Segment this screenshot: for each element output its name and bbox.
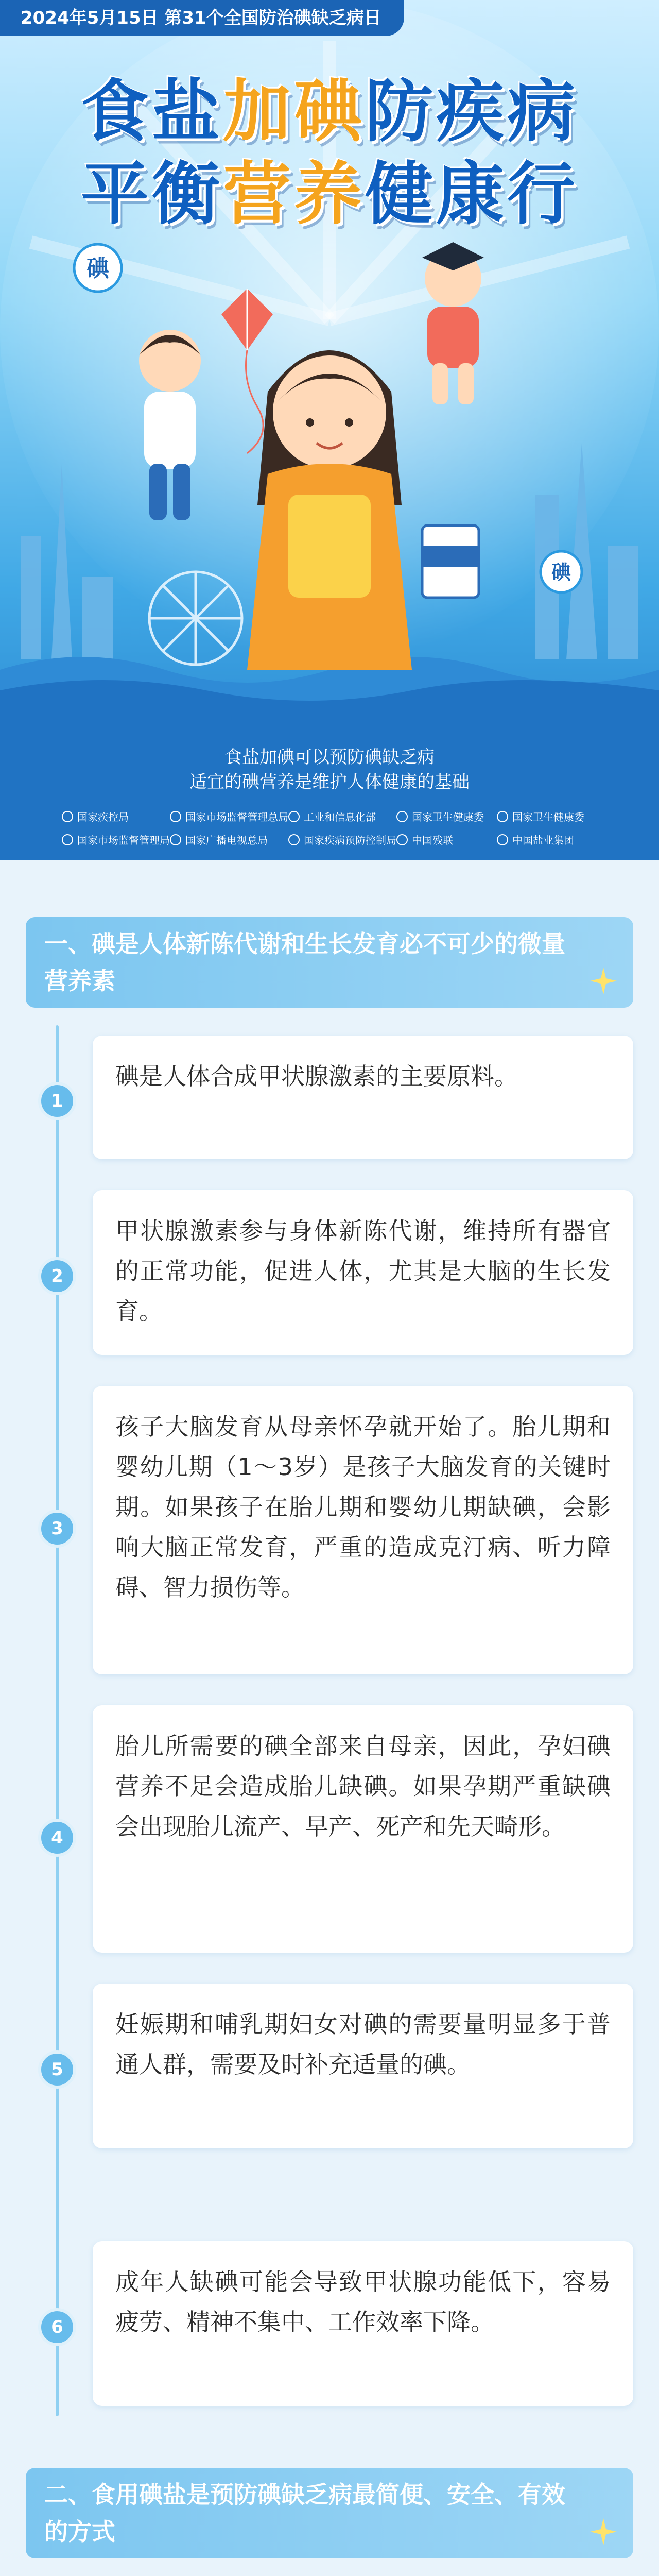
org-name: 国家卫生健康委 xyxy=(412,811,484,823)
org-logo xyxy=(497,832,597,847)
org-name: 国家市场监督管理局 xyxy=(77,834,170,846)
item-text: 孩子大脑发育从母亲怀孕就开始了。胎儿期和婴幼儿期（1～3岁）是孩子大脑发育的关键时期。如果孩子在胎儿期和婴幼儿期缺碘，会影响大脑正常发育，严重的造成克汀病、听力障碍、智力损伤等。 xyxy=(93,1386,633,1674)
item-text: 胎儿所需要的碘全部来自母亲，因此，孕妇碘营养不足会造成胎儿缺碘。如果孕期严重缺碘会出现胎儿流产、早产、死产和先天畸形。 xyxy=(93,1705,633,1953)
item-text: 甲状腺激素参与身体新陈代谢，维持所有器官的正常功能，促进人体，尤其是大脑的生长发育。 xyxy=(93,1190,633,1355)
org-name: 国家疾病预防控制局 xyxy=(304,834,396,846)
org-logo xyxy=(170,832,288,847)
headline-2a: 平衡 xyxy=(81,154,223,234)
org-logo xyxy=(62,832,170,847)
org-emblem-icon xyxy=(396,834,408,845)
org-name: 中国残联 xyxy=(412,834,453,846)
item-number-badge: 1 xyxy=(38,1082,76,1120)
mother-figure xyxy=(247,350,412,670)
section-header-1 xyxy=(26,917,633,1008)
org-logo xyxy=(396,832,497,847)
campaign-poster xyxy=(0,0,659,860)
org-name: 中国盐业集团 xyxy=(512,834,574,846)
sparkle-icon xyxy=(588,2516,619,2547)
org-emblem-icon xyxy=(62,834,73,845)
org-name: 工业和信息化部 xyxy=(304,811,376,823)
timeline-line xyxy=(56,1025,59,2416)
org-name: 国家疾控局 xyxy=(77,811,129,823)
headline-2b: 营养 xyxy=(223,154,365,234)
org-emblem-icon xyxy=(497,834,508,845)
org-name: 国家卫生健康委 xyxy=(512,811,584,823)
org-logo xyxy=(497,809,597,824)
poster-caption-1: 食盐加碘可以预防碘缺乏病 xyxy=(224,747,435,768)
item-text: 碘是人体合成甲状腺激素的主要原料。 xyxy=(93,1036,633,1159)
org-emblem-icon xyxy=(497,811,508,822)
sparkle-icon xyxy=(588,965,619,996)
org-logo xyxy=(288,832,396,847)
item-number-badge: 2 xyxy=(38,1257,76,1295)
item-number-badge: 5 xyxy=(38,2050,76,2089)
family-illustration xyxy=(0,0,659,860)
org-logo xyxy=(288,809,396,824)
headline-1b: 加碘 xyxy=(223,72,365,151)
org-emblem-icon xyxy=(396,811,408,822)
item-text: 妊娠期和哺乳期妇女对碘的需要量明显多于普通人群，需要及时补充适量的碘。 xyxy=(93,1984,633,2148)
headline-2c: 健康行 xyxy=(365,154,578,234)
boy-figure xyxy=(139,330,201,520)
org-logo xyxy=(62,809,170,824)
section-title: 一、碘是人体新陈代谢和生长发育必不可少的微量营养素 xyxy=(44,930,565,995)
headline-1a: 食盐 xyxy=(81,72,223,151)
org-name: 国家广播电视总局 xyxy=(185,834,268,846)
org-logo xyxy=(396,809,497,824)
salt-box-icon xyxy=(422,526,479,598)
organization-logos xyxy=(62,809,597,847)
date-ribbon: 2024年5月15日 第31个全国防治碘缺乏病日 xyxy=(0,0,404,36)
org-name: 国家市场监督管理总局 xyxy=(185,811,288,823)
bubble-left-label: 碘 xyxy=(86,256,109,282)
girl-figure xyxy=(422,242,484,404)
org-emblem-icon xyxy=(170,811,181,822)
bubble-right-label: 碘 xyxy=(551,561,571,584)
item-number-badge: 6 xyxy=(38,2308,76,2346)
headline-1c: 防疾病 xyxy=(365,72,578,151)
org-emblem-icon xyxy=(288,834,300,845)
section-header-2 xyxy=(26,2468,633,2558)
org-logo xyxy=(170,809,288,824)
item-number-badge: 4 xyxy=(38,1819,76,1857)
item-number-badge: 3 xyxy=(38,1510,76,1548)
org-emblem-icon xyxy=(62,811,73,822)
section-title: 二、食用碘盐是预防碘缺乏病最简便、安全、有效的方式 xyxy=(44,2481,565,2546)
poster-caption-2: 适宜的碘营养是维护人体健康的基础 xyxy=(189,772,470,792)
org-emblem-icon xyxy=(170,834,181,845)
item-text: 成年人缺碘可能会导致甲状腺功能低下，容易疲劳、精神不集中、工作效率下降。 xyxy=(93,2241,633,2406)
org-emblem-icon xyxy=(288,811,300,822)
